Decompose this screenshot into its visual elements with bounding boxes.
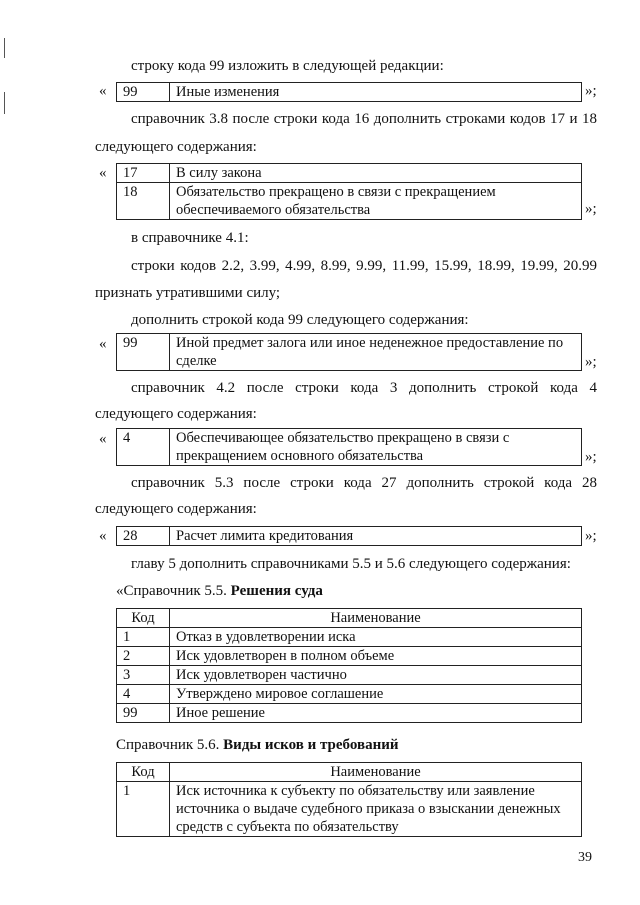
table-header-row [117,763,582,782]
close-quote: »; [585,354,597,370]
table-5-3-code-28 [116,526,582,546]
code-cell: 99 [117,704,170,723]
section-heading-5-6 [116,736,399,755]
table-header-row [117,609,582,628]
paragraph: признать утратившими силу; [95,285,281,301]
paragraph: строку кода 99 изложить в следующей редакции: [131,58,444,74]
column-header-code: Код [117,609,170,628]
paragraph: строки кодов 2.2, 3.99, 4.99, 8.99, 9.99, 11.99, 15.99, 18.99, 19.99, 20.99 [131,258,597,274]
paragraph: справочник 5.3 после строки кода 27 дополнить строкой кода 28 [131,475,597,491]
table-row [117,83,582,102]
page-number: 39 [578,850,592,865]
code-cell: 17 [117,164,170,183]
table-row [117,164,582,183]
scan-edge-mark [4,38,5,58]
table-5-5-court-decisions [116,608,582,723]
name-cell: Обязательство прекращено в связи с прекращением обеспечиваемого обязательства [170,183,582,220]
heading-prefix: Справочник 5.6. [116,737,224,753]
column-header-name: Наименование [170,763,582,782]
code-cell: 1 [117,628,170,647]
paragraph: главу 5 дополнить справочниками 5.5 и 5.6 следующего содержания: [131,556,571,572]
table-row [117,685,582,704]
code-cell: 4 [117,429,170,466]
table-row [117,704,582,723]
section-heading-5-5 [116,582,323,601]
code-cell: 2 [117,647,170,666]
paragraph: справочник 3.8 после строки кода 16 дополнить строками кодов 17 и 18 [131,111,597,127]
name-cell: Отказ в удовлетворении иска [170,628,582,647]
table-row [117,429,582,466]
paragraph: дополнить строкой кода 99 следующего содержания: [131,312,469,328]
name-cell: Иск удовлетворен частично [170,666,582,685]
open-quote: « [99,336,107,352]
table-row [117,647,582,666]
code-cell: 4 [117,685,170,704]
open-quote: « [99,83,107,99]
name-cell: В силу закона [170,164,582,183]
heading-title: Решения суда [230,583,323,599]
column-header-code: Код [117,763,170,782]
table-code-99-changes [116,82,582,102]
table-3-8-additions [116,163,582,220]
close-quote: »; [585,201,597,217]
code-cell: 99 [117,334,170,371]
table-row [117,782,582,837]
table-row [117,666,582,685]
heading-prefix: «Справочник 5.5. [116,583,231,599]
table-row [117,334,582,371]
name-cell: Расчет лимита кредитования [170,527,582,546]
code-cell: 28 [117,527,170,546]
table-row [117,527,582,546]
name-cell: Иск источника к субъекту по обязательству или заявление источника о выдаче судебного приказа о взыскании денежных средств с субъекта по обязательству [170,782,582,837]
close-quote: »; [585,83,597,99]
paragraph: следующего содержания: [95,501,257,517]
open-quote: « [99,528,107,544]
paragraph: следующего содержания: [95,139,257,155]
name-cell: Иск удовлетворен в полном объеме [170,647,582,666]
name-cell: Утверждено мировое соглашение [170,685,582,704]
name-cell: Иные изменения [170,83,582,102]
code-cell: 18 [117,183,170,220]
table-5-6-claim-types [116,762,582,837]
name-cell: Обеспечивающее обязательство прекращено в связи с прекращением основного обязательства [170,429,582,466]
code-cell: 1 [117,782,170,837]
name-cell: Иное решение [170,704,582,723]
code-cell: 99 [117,83,170,102]
table-row [117,628,582,647]
close-quote: »; [585,449,597,465]
table-row [117,183,582,220]
paragraph: следующего содержания: [95,406,257,422]
name-cell: Иной предмет залога или иное неденежное предоставление по сделке [170,334,582,371]
scan-edge-mark [4,92,5,114]
paragraph: справочник 4.2 после строки кода 3 дополнить строкой кода 4 [131,380,597,396]
open-quote: « [99,431,107,447]
code-cell: 3 [117,666,170,685]
table-4-1-code-99 [116,333,582,371]
paragraph: в справочнике 4.1: [131,230,249,246]
heading-title: Виды исков и требований [223,737,399,753]
open-quote: « [99,165,107,181]
column-header-name: Наименование [170,609,582,628]
table-4-2-code-4 [116,428,582,466]
close-quote: »; [585,528,597,544]
